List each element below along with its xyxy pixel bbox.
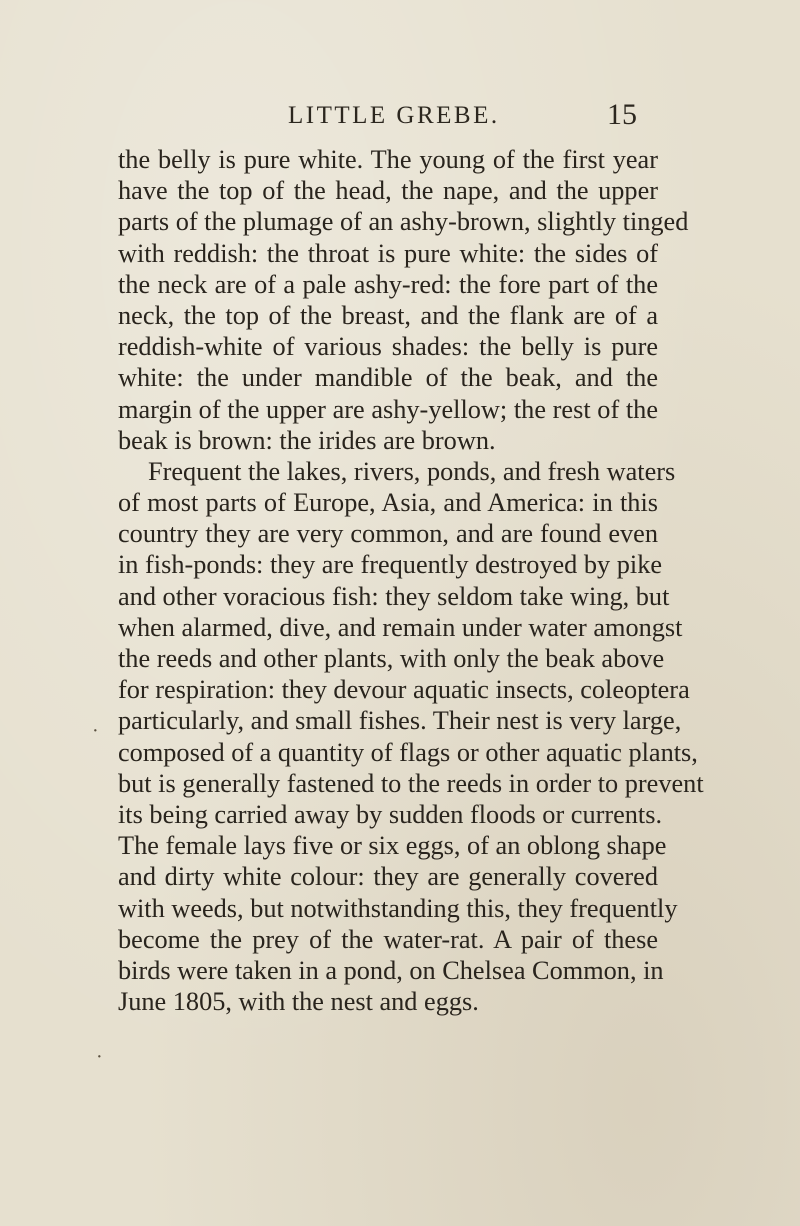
page-number: 15 <box>607 98 637 131</box>
text-line: neck, the top of the breast, and the flank are of a <box>118 300 658 330</box>
margin-speck: · <box>96 1046 103 1068</box>
text-line: the reeds and other plants, with only the beak above <box>118 644 665 673</box>
text-line: birds were taken in a pond, on Chelsea Common, in <box>118 955 664 985</box>
text-line: parts of the plumage of an ashy-brown, slightly tinged <box>118 207 689 237</box>
text-line: and dirty white colour: they are generally covered <box>118 862 658 892</box>
text-line: when alarmed, dive, and remain under water amongst <box>118 612 683 642</box>
text-line: composed of a quantity of flags or other aquatic plants, <box>118 737 698 767</box>
text-line: with reddish: the throat is pure white: the sides of <box>118 238 658 268</box>
text-line: its being carried away by sudden floods or currents. <box>118 799 663 829</box>
text-line: the neck are of a pale ashy-red: the fore part of the <box>118 269 658 299</box>
text-line: white: the under mandible of the beak, and the <box>118 363 658 393</box>
running-title: LITTLE GREBE. <box>288 102 500 129</box>
text-line: June 1805, with the nest and eggs. <box>118 987 479 1017</box>
text-line: country they are very common, and are found even <box>118 519 658 549</box>
page-header <box>0 98 800 138</box>
text-line: particularly, and small fishes. Their nest is very large, <box>118 706 682 736</box>
text-line: The female lays five or six eggs, of an oblong shape <box>118 831 667 861</box>
text-line: reddish-white of various shades: the belly is pure <box>118 332 658 362</box>
text-line: beak is brown: the irides are brown. <box>118 425 496 455</box>
text-line: but is generally fastened to the reeds in order to prevent <box>118 768 704 798</box>
text-line: in fish-ponds: they are frequently destroyed by pike <box>118 550 663 580</box>
text-line: of most parts of Europe, Asia, and America: in this <box>118 488 658 518</box>
text-line: have the top of the head, the nape, and the upper <box>118 176 658 206</box>
body-text <box>118 144 704 1017</box>
margin-speck: · <box>92 720 99 742</box>
text-line: margin of the upper are ashy-yellow; the rest of the <box>118 394 658 424</box>
text-line: become the prey of the water-rat. A pair of these <box>118 924 658 954</box>
text-line: the belly is pure white. The young of the first year <box>118 145 658 174</box>
text-line: for respiration: they devour aquatic insects, coleoptera <box>118 675 690 705</box>
text-line: with weeds, but notwithstanding this, they frequently <box>118 893 678 923</box>
text-line: and other voracious fish: they seldom take wing, but <box>118 581 670 611</box>
text-line: Frequent the lakes, rivers, ponds, and fresh waters <box>148 456 676 486</box>
